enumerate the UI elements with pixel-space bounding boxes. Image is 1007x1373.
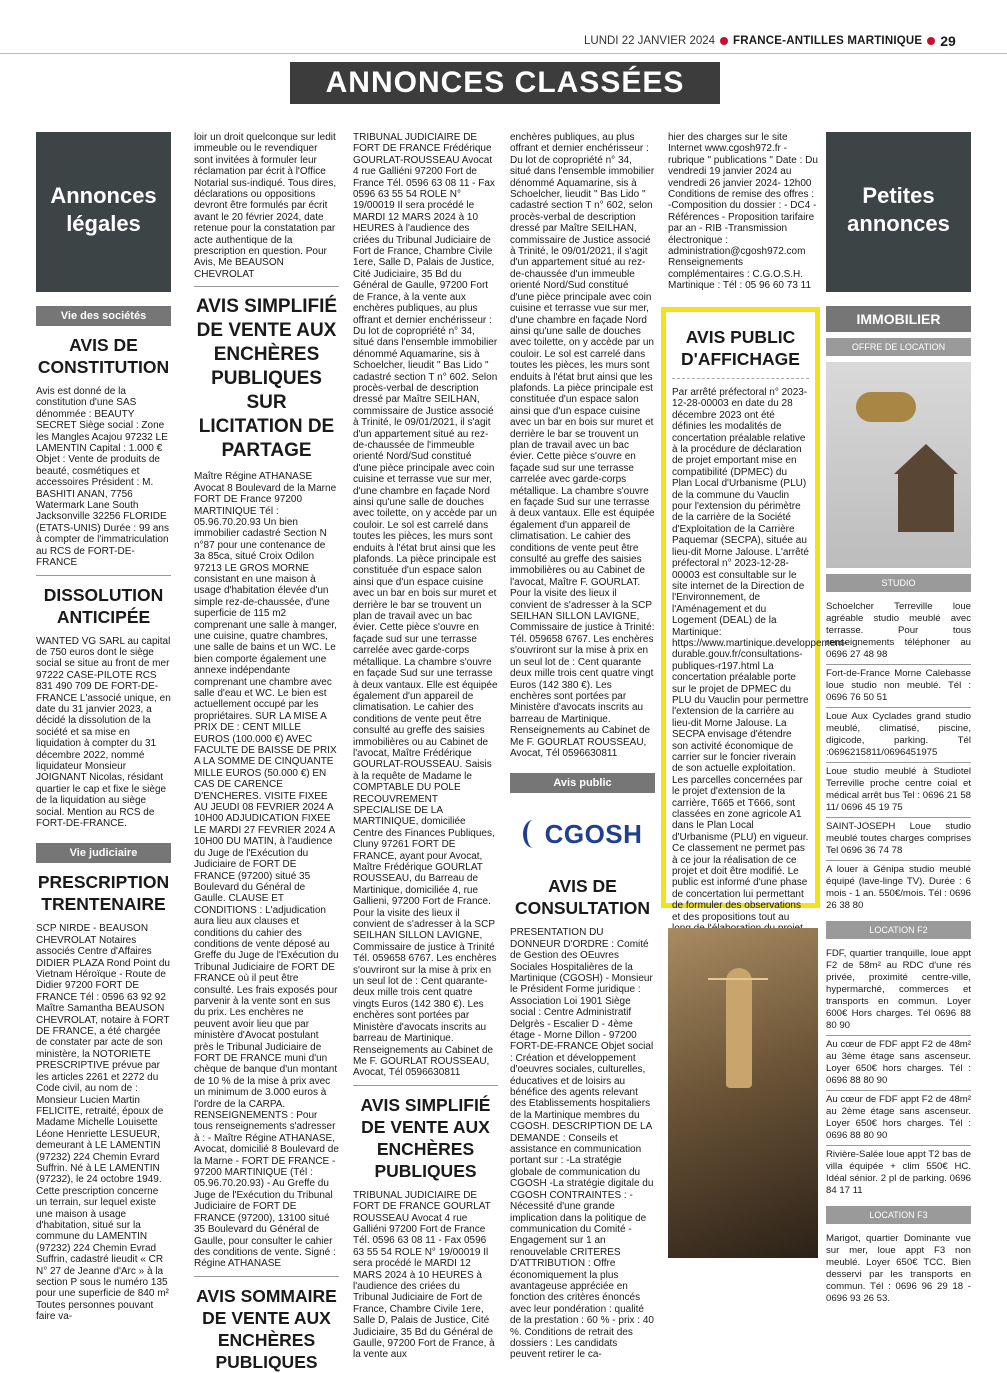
text-vente-cont: enchères publiques, au plus offrant et dernier enchérisseur : Du lot de copropriété n° 34, situé dans l'ensemble immobilier dénommé Aquamarine, sis à Schoelcher, lieudit " Bas Lido " cadastré section T n° 602, selon procès-verbal de description dressé par Maître SEILHAN, commissaire de Justice associé à Trinité, le 09/01/2021, il s'agit d'un appartement situé au rez-de-chaussée d'un immeuble orienté Nord/Sud constitué d'une pièce principale avec coin cuisine et terrasse vue sur mer, d'une chambre en façade Nord ainsi qu'une salle de douches avec toilette, on y accède par un couloir. Le sol est carrelé dans toutes les pièces, les murs sont enduits à l'état brut ainsi que les plafonds. La pièce principale est constituée d'un espace salon ainsi que d'un espace cuisine avec un bar en bois sur muret et derrière le bar se trouvent un plan de travail avec un bac évier. Cette pièce s'ouvre en façade sud sur une terrasse carrelée avec garde-corps métallique. La chambre s'ouvre en façade Sud sur une terrasse à deux vantaux. Elle est équipée également d'un appareil de climatisation. Le cahier des conditions de vente peut être consulté au greffe des saisies immobilières ou au Cabinet de l'avocat, Maître F. GOURLAT. Pour la visite des lieux il convient de s'adresser à la SCP SEILHAN SILLON LAVIGNE, Commissaire de justice à Trinité: Tél. 059658 6767. Les enchères s'ouvriront sur la mise à prix en un seul lot de : Cent quarante deux mille trois cent quatre vingt Euros (142 380 €). Les enchères sont portées par Ministère d'avocats inscrits au barreau de Martinique. Renseignements au Cabinet de Me F. GOURLAT ROUSSEAU, Avocat, Tél 0596630811 (510, 132, 655, 759)
page-header (584, 30, 974, 52)
f2-list (826, 945, 971, 1200)
title-dissolution: DISSOLUTION ANTICIPÉE (43, 584, 164, 627)
section-head-legal: Annonces légales (36, 132, 171, 292)
title-simplifie: AVIS SIMPLIFIÉ DE VENTE AUX ENCHÈRES PUBLIQUES (360, 1094, 491, 1181)
column-legal-4 (510, 132, 655, 1361)
column-classifieds (826, 132, 971, 1304)
subrubric-f2: LOCATION F2 (826, 921, 971, 939)
list-item: Loue Aux Cyclades grand studio meublé, climatisé, piscine, digicode, parking. Tél :0696215811/0696451975 (826, 708, 971, 763)
divider (36, 575, 171, 576)
title-constitution: AVIS DE CONSTITUTION (37, 335, 170, 377)
list-item: A louer à Génipa studio meublé équipé (lave-linge TV). Durée : 6 mois - 1 an. 550€/mois. Tél : 0696 26 38 80 (826, 864, 971, 911)
subrubric-f3: LOCATION F3 (826, 1206, 971, 1224)
studio-list (826, 598, 971, 915)
affichage-box (661, 307, 848, 923)
text-dissolution: WANTED VG SARL au capital de 750 euros dont le siège social se situe au front de mer 97222 CASE-PILOTE RCS 831 490 709 DE FORT-DE-FRANCE L'associé unique, en date du 31 janvier 2023, a décidé la dissolution de la société et sa mise en liquidation à compter du 31 décembre 2022, nommé liquidateur Monsieur JOIGNANT Nicolas, résidant quartier le cap et fixe le siège de la liquidation au siège social. Mention au RCS de FORT-DE-FRANCE. (36, 635, 171, 829)
title-sommaire: AVIS SOMMAIRE DE VENTE AUX ENCHÈRES PUBLIQUES (196, 1285, 337, 1372)
key-icon (856, 392, 916, 422)
divider (353, 1085, 498, 1086)
key-house-image (826, 362, 971, 568)
wave-icon (523, 820, 543, 848)
column-legal-3 (353, 132, 498, 1361)
house-roof (894, 444, 958, 474)
list-item: Fort-de-France Morne Calebasse loue studio non meublé. Tél : 0696 76 50 51 (826, 665, 971, 708)
text-simplifie: TRIBUNAL JUDICIAIRE DE FORT DE FRANCE GOURLAT ROUSSEAU Avocat 4 rue Galliéni 97200 Fort de France Tél. 0596 63 08 11 - Fax 0596 63 55 54 ROLE N° 19/00019 Il sera procédé le MARDI 12 MARS 2024 à 10 HEURES à l'audience des criées du Tribunal Judiciaire de Fort de France, Chambre Civile 1ere, Salle D, Palais de Justice, Cité Judiciaire, 35 Bd du Général de Gaulle, 97200 Fort de France, à la vente aux (353, 1189, 495, 1361)
subrubric-offre: OFFRE DE LOCATION (826, 338, 971, 356)
justice-image-wrap (668, 928, 818, 1258)
text-prescription: SCP NIRDE - BEAUSON CHEVROLAT Notaires associés Centre d'Affaires DIDIER PLAZA Rond Point du Vietnam Héroïque - Route de Didier 97200 FORT DE FRANCE Tél : 0596 63 92 92 Maître Samantha BEAUSON CHEVROLAT, notaire à FORT DE FRANCE, a été chargée de constater par acte de son ministère, la NOTORIETE PRESCRIPTIVE prévue par les articles 2261 et 2272 du Code civil, au nom de : Monsieur Lucien Martin FELICITE, retraité, époux de Madame Michelle Louisette Léone Henriette LESUEUR, demeurant à LE LAMENTIN (97232) 224 Chemin Evrard Suffrin. Né à LE LAMENTIN (97232), le 24 octobre 1949. Cette prescription concerne un terrain, sur lequel existe une maison à usage d'habitation, situé sur la commune du LAMENTIN (97232) 224 Chemin Evrad Suffrin, cadastré lieudit « CR N° 27 de Jeanne d'Arc » à la section P sous le numéro 135 pour une superficie de 840 m² Toutes personnes pouvant faire va- (36, 923, 170, 1323)
justice-statue-image (668, 928, 818, 1258)
divider (194, 286, 339, 287)
logo-text: CGOSH (544, 818, 643, 849)
header-dot (720, 37, 728, 45)
rubric-immobilier: IMMOBILIER (826, 306, 971, 332)
header-rule (0, 53, 1007, 54)
page-banner: ANNONCES CLASSÉES (290, 62, 720, 104)
section-head-petites-annonces: Petites annonces (826, 132, 971, 292)
list-item: Rivière-Salée loue appt T2 bas de villa équipée + clim 550€ HC. Idéal sénior. 2 pl de parking. 0696 84 17 11 (826, 1149, 971, 1196)
divider (194, 1276, 339, 1277)
cgosh-logo (510, 801, 655, 867)
text-consultation-cont: hier des charges sur le site Internet www.cgosh972.fr - rubrique " publications " Date : Du vendredi 19 janvier 2024 au vendredi 26 janvier 2024- 12h00 Conditions de remise des offres : -Composition du dossier : - DC4 - Références - Proposition tarifaire par an - RIB -Transmission électronique : administration@cgosh972.com Renseignements complémentaires : C.G.O.S.H. Martinique : Tél : 05 96 60 73 11 (668, 132, 818, 292)
header-dot (927, 37, 935, 45)
text-consultation: PRESENTATION DU DONNEUR D'ORDRE : Comité de Gestion des OEuvres Sociales Hospitalières de la Martinique (CGOSH) - Monsieur le Président Forme juridique : Association Loi 1901 Siège social : Centre Administratif Delgrès - Escalier D - 4ème étage - Morne Dillon - 97200 FORT-DE-FRANCE Objet social : Création et développement d'oeuvres sociales, culturelles, éducatives et de loisirs au bénéfice des agents relevant des Etablissements hospitaliers de la Martinique membres du CGOSH. DESCRIPTION DE LA DEMANDE : Conseils et assistance en communication portant sur : -La stratégie globale de communication du CGOSH -La stratégie digitale du CGOSH CONTRAINTES : - Nécessité d'une grande implication dans la politique de communication du Comité - Engagement sur 1 an renouvelable CRITERES D'ATTRIBUTION : Offre économiquement la plus avantageuse appréciée en fonction des critères énoncés avec leur pondération : qualité de la prestation : 60 % - prix : 40 %. Conditions de retrait des dossiers : Les candidats peuvent retirer le ca- (510, 927, 654, 1361)
title-consultation: AVIS DE CONSULTATION (514, 876, 651, 919)
page-number: 29 (940, 33, 956, 49)
list-item: Schoelcher Terreville loue agréable studio meublé avec terrasse. Pour tous renseignements téléphoner au 0696 27 48 98 (826, 598, 971, 665)
column-legal-2 (194, 132, 339, 1372)
house-icon (898, 472, 954, 532)
divider (672, 378, 809, 379)
scales-icon (708, 978, 768, 980)
list-item: Loue studio meublé à Studiotel Terreville proche centre coial et médical arrêt bus Tel : 0696 21 58 11/ 0696 45 19 75 (826, 763, 971, 818)
header-date: LUNDI 22 JANVIER 2024 (584, 35, 716, 47)
title-prescription: PRESCRIPTION TRENTENAIRE (37, 872, 170, 915)
rubric-avis-public: Avis public (510, 773, 655, 793)
rubric-judiciaire: Vie judiciaire (36, 843, 171, 863)
list-item: FDF, quartier tranquille, loue appt F2 de 58m² au RDC d'une rés privée, proximité centre-ville, hypermarché, commerces et transports en commun. Loyer 600€ Hors charges. Tél 0696 88 80 90 (826, 945, 971, 1036)
list-item: Au cœur de FDF appt F2 de 48m² au 2ème étage sans ascenseur. Loyer 650€ hors charges. Tél : 0696 88 80 90 (826, 1091, 971, 1146)
statue-figure (726, 968, 752, 1088)
subrubric-studio: STUDIO (826, 574, 971, 592)
list-item: SAINT-JOSEPH Loue studio meublé toutes charges comprises Tel 0696 36 74 78 (826, 818, 971, 861)
title-affichage: AVIS PUBLIC D'AFFICHAGE (681, 327, 800, 369)
header-publication: FRANCE-ANTILLES MARTINIQUE (733, 35, 923, 47)
text-licitation: Maître Régine ATHANASE Avocat 8 Boulevard de la Marne FORT DE France 97200 MARTINIQUE Tél : 05.96.70.20.93 Un bien immobilier cadastré Section N n°87 pour une contenance de 3a 85ca, situé Croix Odilon 97213 LE GROS MORNE consistant en une maison à usage d'habitation élevée d'un simple rez-de-chaussée, d'une superficie de 115 m2 comprenant une salle à manger, une cuisine, quatre chambres, une salle de bains et un WC. Le bien comporte également une annexe indépendante comprenant une chambre avec salle d'eau et WC. Le bien est actuellement occupé par les propriétaires. SUR LA MISE A PRIX DE : CENT MILLE EUROS (100.000 €) AVEC FACULTE DE BAISSE DE PRIX A LA SOMME DE CINQUANTE MILLE EUROS (50.000 €) EN CAS DE CARENCE D'ENCHERES. VISITE FIXEE AU JEUDI 08 FEVRIER 2024 A 10H00 ADJUDICATION FIXEE LE MARDI 27 FEVRIER 2024 A 10H00 DU MATIN, à l'audience du Juge de l'Exécution du Judiciaire de FORT DE FRANCE (97200) situé 35 Boulevard du Général de Gaulle. CLAUSE ET CONDITIONS : L'adjudication aura lieu aux clauses et conditions du cahier des conditions de vente déposé au Greffe du Juge de l'Exécution du Tribunal Judiciaire de FORT DE FRANCE où il peut être consulté. Les frais exposés pour parvenir à la vente sont en sus du prix. Les enchères ne peuvent avoir lieu que par ministère d'Avocat postulant près le Tribunal Judiciaire de FORT DE FRANCE muni d'un chèque de banque d'un montant de 10 % de la mise à prix avec un minimum de 3.000 euros à l'ordre de la CARPA. RENSEIGNEMENTS : Pour tous renseignements s'adresser à : - Maître Régine ATHANASE, Avocat, domicilié 8 Boulevard de la Marne - FORT DE FRANCE - 97200 MARTINIQUE (Tél : 05.96.70.20.93) - Au Greffe du Juge de l'Exécution du Tribunal Judiciaire de FORT DE FRANCE (97200), 13100 situé 35 Boulevard du Général de Gaulle, pour consulter le cahier des conditions de vente. Signé : Régine ATHANASE (194, 471, 339, 1270)
text-prescription-cont: loir un droit quelconque sur ledit immeuble ou le revendiquer sont invitées à formuler leur réclamation par écrit à l'Office Notarial sus-indiqué. Tous dires, déclarations ou oppositions devront être formulés par écrit avant le 20 février 2024, date retenue pour la constatation par acte authentique de la prescription en question. Pour Avis, Me BEAUSON CHEVROLAT (194, 132, 337, 280)
text-constitution: Avis est donné de la constitution d'une SAS dénommée : BEAUTY SECRET Siège social : Zone les Mangles Acajou 97232 LE LAMENTIN Capital : 1.000 € Objet : Vente de produits de beauté, cosmétiques et accessoires Président : M. BASHITI ANAN, 7756 Watermark Lane South Jacksonville 32256 FLORIDE (ETATS-UNIS) Durée : 99 ans à compter de l'immatriculation au RCS de FORT-DE-FRANCE (36, 386, 169, 569)
rubric-societes: Vie des sociétés (36, 306, 171, 326)
text-vente-tribunal: TRIBUNAL JUDICIAIRE DE FORT DE FRANCE Frédérique GOURLAT-ROUSSEAU Avocat 4 rue Galliéni 97200 Fort de France Tél. 0596 63 08 11 - Fax 0596 63 55 54 ROLE N° 19/00019 Il sera procédé le MARDI 12 MARS 2024 à 10 HEURES à l'audience des criées du Tribunal Judiciaire de Fort de France, Chambre Civile 1ere, Salle D, Palais de Justice, Cité Judiciaire, 35 Bd du Général de Gaulle, 97200 Fort de France, à la vente aux enchères publiques, au plus offrant et dernier enchérisseur : Du lot de copropriété n° 34, situé dans l'ensemble immobilier dénommé Aquamarine, sis à Schoelcher, lieudit " Bas Lido " cadastré section T n° 602. Selon procès-verbal de description dressé par Maître SEILHAN, commissaire de Justice associé à Trinité, le 09/01/2021, il s'agit d'un appartement situé au rez-de-chaussée de l'immeuble orienté Nord/Sud constitué d'une pièce principale avec coin cuisine et terrasse vue sur mer, d'une chambre en façade Nord ainsi qu'une salle de douches avec toilette, on y accède par un couloir. Le sol est carrelé dans toutes les pièces, les murs sont enduits à l'état brut ainsi que les plafonds. La pièce principale est constituée d'un espace salon ainsi que d'un espace cuisine avec un bar en bois sur muret et derrière le bar se trouvent un plan de travail avec un bac évier. Cette pièce s'ouvre en façade sud sur une terrasse carrelée avec garde-corps métallique. La chambre s'ouvre en façade Sud sur une terrasse à deux vantaux. Elle est équipée également d'un appareil de climatisation. Le cahier des conditions de vente peut être consulté au greffe des saisies immobilières ou au Cabinet de l'avocat, Maître Frédérique GOURLAT-ROUSSEAU. Saisis à la requête de Madame le COMPTABLE DU POLE RECOUVREMENT SPECIALISE DE LA MARTINIQUE, domiciliée Centre des Finances Publiques, Cluny 97261 FORT DE FRANCE, ayant pour Avocat, Maître Frédérique GOURLAT ROUSSEAU, du Barreau de Martinique, domiciliée 4, rue Gallieni, 97200 Fort de France. Pour la visite des lieux il convient de s'adresser à la SCP SEILHAN SILLON LAVIGNE, Commissaire de justice à Trinité Tél. 059658 6767. Les enchères s'ouvriront sur la mise à prix en un seul lot de : Cent quarante-deux mille trois cent quatre vingts Euros (142 380 €). Les enchères sont portées par Ministère d'avocats inscrits au barreau de Martinique. Renseignements au Cabinet de Me F. GOURLAT ROUSSEAU, Avocat, Tél 0596630811 (353, 132, 498, 1079)
f3-list (826, 1230, 971, 1308)
column-legal-1 (36, 132, 171, 1323)
text-affichage: Par arrêté préfectoral n° 2023-12-28-00003 en date du 28 décembre 2023 ont été définies les modalités de concertation préalable relative à la procédure de déclaration de projet emportant mise en compatibilité (DPMEC) du Plan Local d'Urbanisme (PLU) de la commune du Vauclin pour l'extension du périmètre de la carrière de la Société d'Exploitation de la Carrière Paquemar (SECPA), située au lieu-dit Morne Jalouse. L'arrêté préfectoral n° 2023-12-28-00003 est consultable sur le site internet de la Direction de l'Environnement, de l'Aménagement et du Logement (DEAL) de la Martinique: https://www.martinique.developpement-durable.gouv.fr/consultations-publiques-r197.html La concertation préalable porte sur le projet de DPMEC du PLU du Vauclin pour permettre l'extension de la carrière au lieu-dit Morne Jalouse. La SECPA envisage d'étendre son activité économique de carrier sur le foncier riverain de son actuelle exploitation. Les parcelles concernées par le projet d'extension de la carrière, T665 et T666, sont classées en zone agricole A1 dans le Plan Local d'Urbanisme (PLU) en vigueur. Ce classement ne permet pas à ce jour la réalisation de ce projet et doit être modifié. Le public est informé d'une phase de concertation lui permettant de formuler des observations et des propositions tout au (672, 387, 848, 923)
title-licitation: AVIS SIMPLIFIÉ DE VENTE AUX ENCHÈRES PUBLIQUES SUR LICITATION DE PARTAGE (195, 296, 338, 462)
list-item: Au cœur de FDF appt F2 de 48m² au 3ème étage sans ascenseur. Loyer 650€ hors charges. Tél : 0696 88 80 90 (826, 1036, 971, 1091)
list-item: Marigot, quartier Dominante vue sur mer, loue appt F3 non meublé. Loyer 650€ TCC. Bien desservi par les transports en commun. Tél : 0696 96 29 18 - 0696 93 26 53. (826, 1233, 971, 1304)
